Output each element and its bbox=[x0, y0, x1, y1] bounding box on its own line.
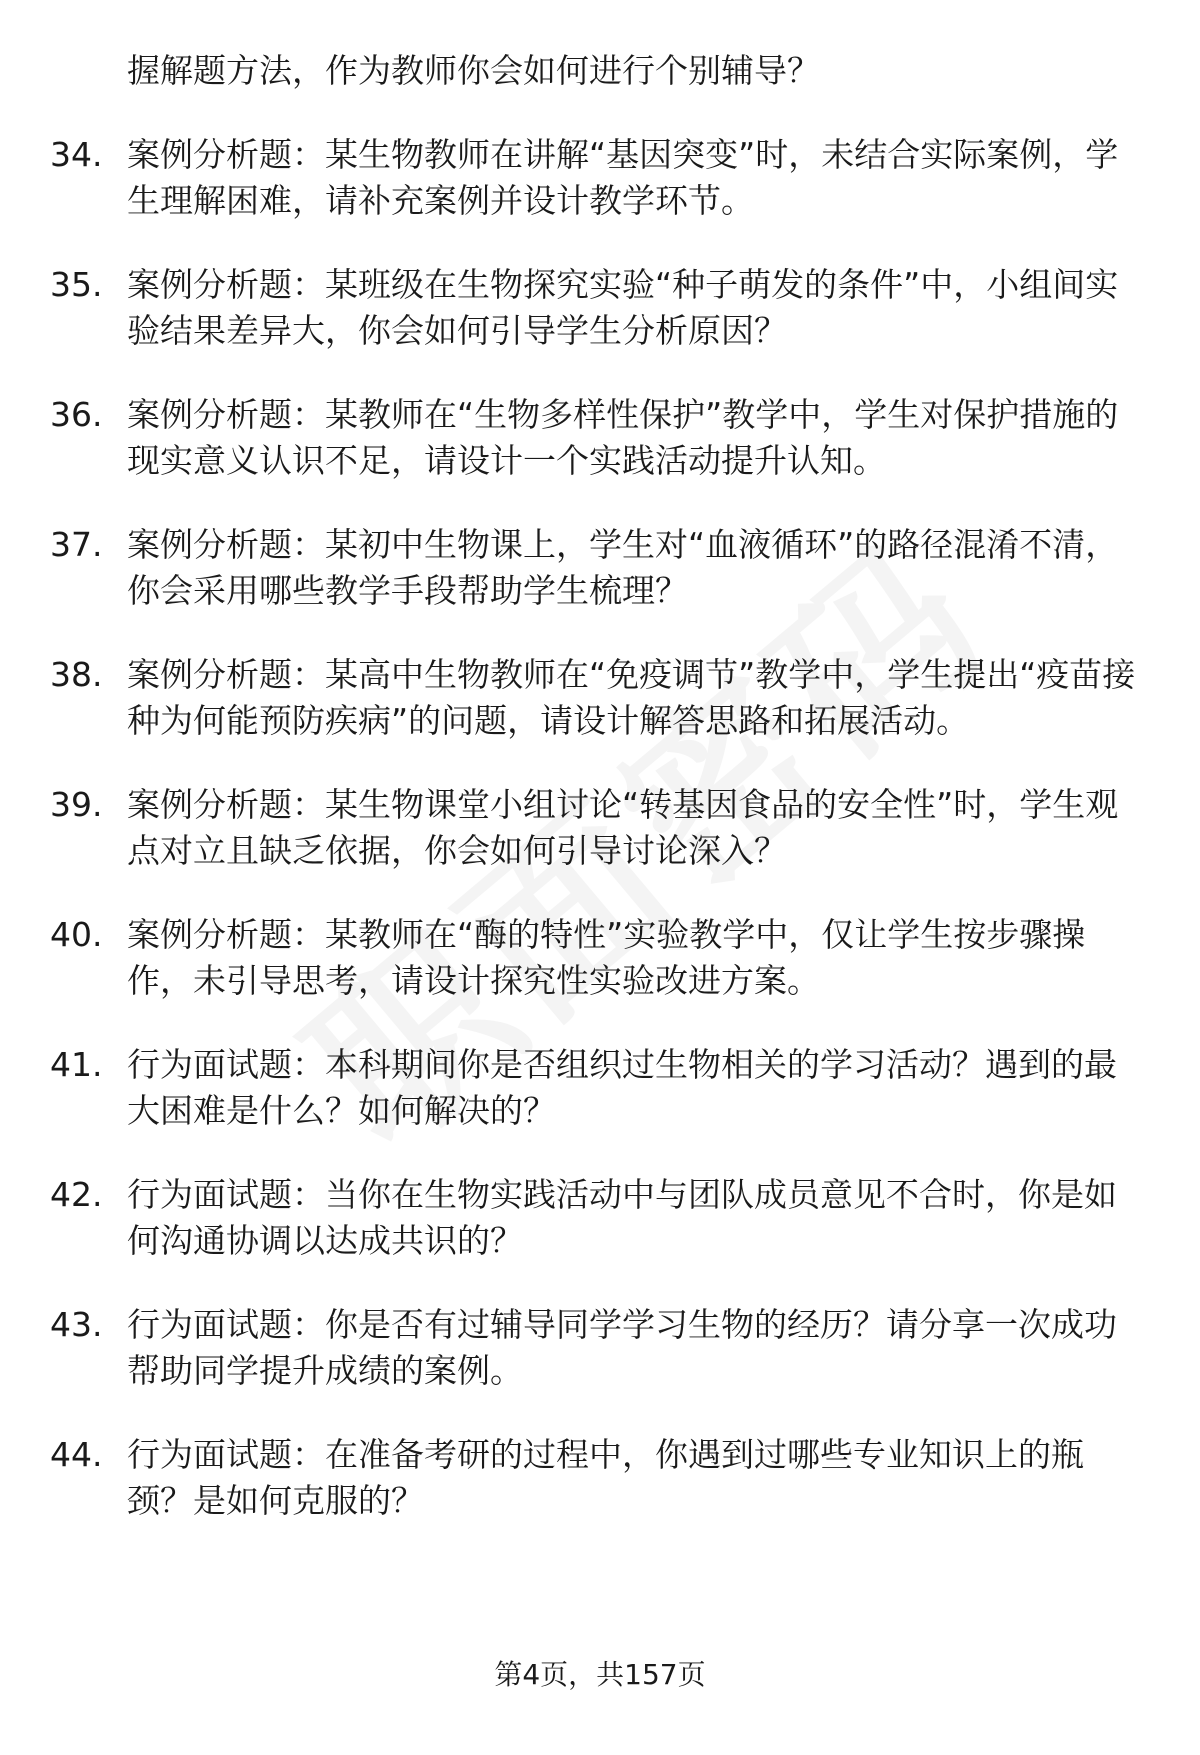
item-text: 行为面试题：你是否有过辅导同学学习生物的经历？请分享一次成功帮助同学提升成绩的案例。 bbox=[127, 1305, 1117, 1390]
item-number: 43. bbox=[50, 1305, 103, 1344]
item-text: 案例分析题：某教师在“酶的特性”实验教学中，仅让学生按步骤操作，未引导思考，请设计探究性实验改进方案。 bbox=[127, 915, 1086, 1000]
item-text: 案例分析题：某初中生物课上，学生对“血液循环”的路径混淆不清，你会采用哪些教学手段帮助学生梳理？ bbox=[127, 525, 1119, 610]
list-item bbox=[50, 912, 1140, 1004]
question-list bbox=[50, 48, 1140, 1562]
item-number: 35. bbox=[50, 265, 103, 304]
item-number: 42. bbox=[50, 1175, 103, 1214]
page-number: 第4页，共157页 bbox=[494, 1658, 706, 1691]
list-item bbox=[50, 1172, 1140, 1264]
list-item bbox=[50, 1302, 1140, 1394]
item-text: 案例分析题：某班级在生物探究实验“种子萌发的条件”中，小组间实验结果差异大，你会如何引导学生分析原因？ bbox=[127, 265, 1119, 350]
item-number: 40. bbox=[50, 915, 103, 954]
item-number: 34. bbox=[50, 135, 103, 174]
item-text: 行为面试题：本科期间你是否组织过生物相关的学习活动？遇到的最大困难是什么？如何解决的？ bbox=[127, 1045, 1117, 1130]
item-number: 37. bbox=[50, 525, 103, 564]
list-item bbox=[50, 782, 1140, 874]
list-item bbox=[50, 1432, 1140, 1524]
item-number: 39. bbox=[50, 785, 103, 824]
item-number: 44. bbox=[50, 1435, 103, 1474]
list-item bbox=[50, 392, 1140, 484]
continuation-text: 握解题方法，作为教师你会如何进行个别辅导？ bbox=[127, 51, 820, 90]
item-number: 41. bbox=[50, 1045, 103, 1084]
item-text: 案例分析题：某教师在“生物多样性保护”教学中，学生对保护措施的现实意义认识不足，请设计一个实践活动提升认知。 bbox=[127, 395, 1119, 480]
list-item bbox=[50, 262, 1140, 354]
item-text: 案例分析题：某生物课堂小组讨论“转基因食品的安全性”时，学生观点对立且缺乏依据，你会如何引导讨论深入？ bbox=[127, 785, 1119, 870]
list-item bbox=[50, 652, 1140, 744]
list-item bbox=[50, 522, 1140, 614]
list-item bbox=[50, 1042, 1140, 1134]
item-text: 行为面试题：在准备考研的过程中，你遇到过哪些专业知识上的瓶颈？是如何克服的？ bbox=[127, 1435, 1084, 1520]
item-text: 案例分析题：某高中生物教师在“免疫调节”教学中，学生提出“疫苗接种为何能预防疾病”的问题，请设计解答思路和拓展活动。 bbox=[127, 655, 1136, 740]
list-item bbox=[50, 132, 1140, 224]
item-text: 行为面试题：当你在生物实践活动中与团队成员意见不合时，你是如何沟通协调以达成共识的？ bbox=[127, 1175, 1117, 1260]
item-number: 36. bbox=[50, 395, 103, 434]
item-number: 38. bbox=[50, 655, 103, 694]
item-text: 案例分析题：某生物教师在讲解“基因突变”时，未结合实际案例，学生理解困难，请补充案例并设计教学环节。 bbox=[127, 135, 1119, 220]
